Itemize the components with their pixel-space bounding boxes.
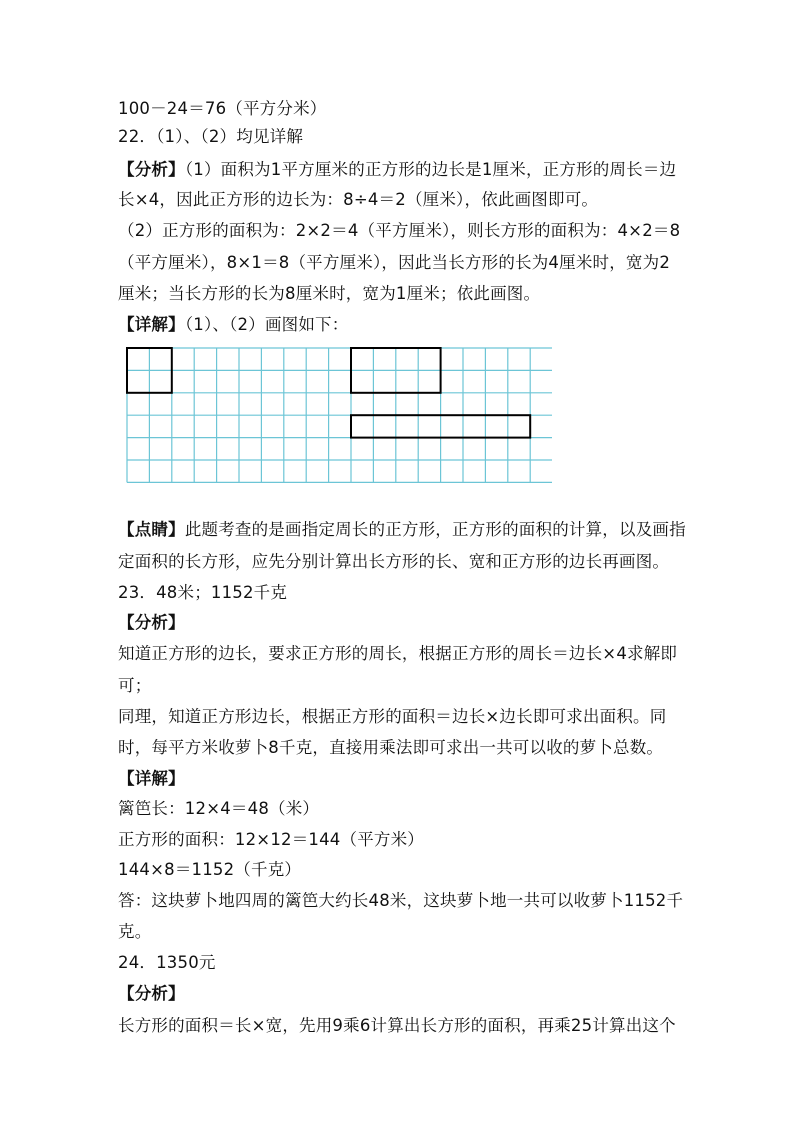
text-line: 厘米；当长方形的长为8厘米时，宽为1厘米；依此画图。	[118, 284, 541, 303]
text-line: 同理，知道正方形边长，根据正方形的面积＝边长×边长即可求出面积。同	[118, 707, 667, 726]
text-line: 【分析】	[118, 984, 185, 1003]
text-line: 答：这块萝卜地四周的篱笆大约长48米，这块萝卜地一共可以收萝卜1152千	[118, 891, 684, 910]
text-line: 【分析】（1）面积为1平方厘米的正方形的边长是1厘米，正方形的周长＝边	[118, 160, 677, 179]
text-line: 24．1350元	[118, 953, 216, 972]
text-line: 100－24＝76（平方分米）	[118, 99, 327, 118]
text-line: （2）正方形的面积为：2×2＝4（平方厘米），则长方形的面积为：4×2＝8	[118, 221, 681, 240]
text-line: 篱笆长：12×4＝48（米）	[118, 799, 320, 818]
text-line: 克。	[118, 922, 152, 941]
text-line: 知道正方形的边长，要求正方形的周长，根据正方形的周长＝边长×4求解即	[118, 644, 678, 663]
text-line: 【详解】	[118, 769, 185, 788]
text-line: （平方厘米），8×1＝8（平方厘米），因此当长方形的长为4厘米时，宽为2	[118, 253, 671, 272]
text-line: 【分析】	[118, 613, 185, 632]
text-line: 正方形的面积：12×12＝144（平方米）	[118, 830, 425, 849]
text-line: 【点睛】此题考查的是画指定周长的正方形，正方形的面积的计算，以及画指	[118, 520, 686, 539]
text-line: 可；	[118, 676, 152, 695]
text-line: 长方形的面积＝长×宽，先用9乘6计算出长方形的面积，再乘25计算出这个	[118, 1016, 676, 1035]
text-line: 【详解】（1）、（2）画图如下：	[118, 315, 349, 334]
text-line: 定面积的长方形，应先分别计算出长方形的长、宽和正方形的边长再画图。	[118, 552, 670, 571]
text-line: 22．（1）、（2）均见详解	[118, 127, 304, 146]
text-line: 长×4，因此正方形的边长为：8÷4＝2（厘米），依此画图即可。	[118, 190, 599, 209]
text-line: 144×8＝1152（千克）	[118, 860, 302, 879]
drawing-grid	[126, 347, 552, 485]
text-line: 时，每平方米收萝卜8千克，直接用乘法即可求出一共可以收的萝卜总数。	[118, 738, 664, 757]
text-line: 23．48米；1152千克	[118, 583, 288, 602]
